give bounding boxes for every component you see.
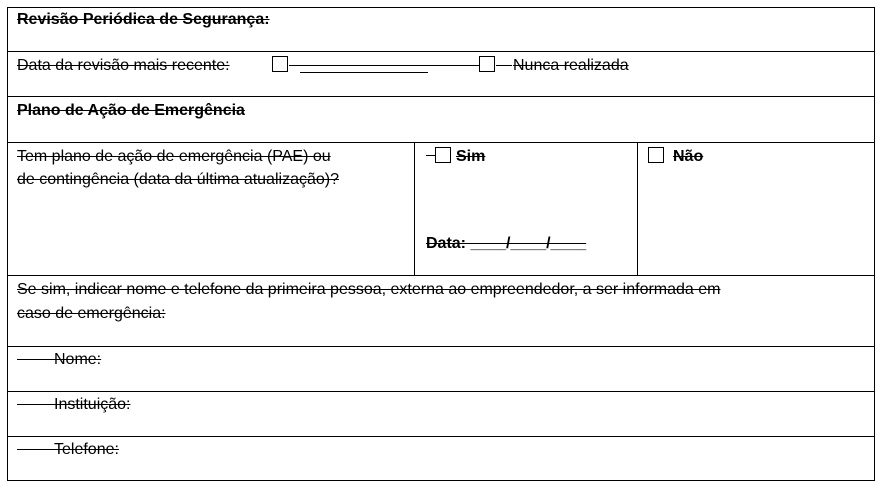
row-divider — [7, 142, 875, 143]
contact-instruction-line1: Se sim, indicar nome e telefone da primeira pessoa, externa ao empreendedor, a ser informada em — [17, 281, 721, 298]
row-divider — [7, 275, 875, 276]
section-title-safety-review: Revisão Periódica de Segurança: — [17, 11, 270, 28]
contact-instruction-line2: caso de emergência: — [17, 305, 166, 322]
strike-line — [17, 404, 54, 405]
pae-no-checkbox[interactable] — [648, 147, 664, 163]
never-done-checkbox[interactable] — [479, 56, 495, 72]
row-divider — [7, 436, 875, 437]
column-divider — [414, 142, 415, 275]
strike-line — [17, 449, 54, 450]
pae-question-line2: de contingência (data da última atualização)? — [17, 171, 339, 188]
row-divider — [7, 96, 875, 97]
never-done-label: Nunca realizada — [513, 57, 629, 74]
strike-line — [496, 65, 512, 66]
review-date-field[interactable] — [300, 72, 428, 73]
institution-field-label: Instituição: — [54, 396, 131, 413]
strike-line — [289, 65, 479, 66]
pae-yes-label: Sim — [456, 148, 486, 165]
pae-no-label: Não — [673, 148, 704, 165]
row-divider — [7, 391, 875, 392]
section-title-emergency-plan: Plano de Ação de Emergência — [17, 102, 245, 119]
pae-date-field[interactable]: Data: ____/____/____ — [426, 235, 587, 252]
review-date-label: Data da revisão mais recente: — [17, 57, 230, 74]
row-divider — [7, 51, 875, 52]
review-date-checkbox[interactable] — [272, 56, 288, 72]
row-divider — [7, 346, 875, 347]
column-divider — [637, 142, 638, 275]
strike-line — [17, 359, 54, 360]
pae-question-line1: Tem plano de ação de emergência (PAE) ou — [17, 148, 331, 165]
phone-field-label: Telefone: — [54, 441, 119, 458]
pae-yes-checkbox[interactable] — [435, 147, 451, 163]
name-field-label: Nome: — [54, 351, 102, 368]
strike-line — [426, 155, 435, 156]
